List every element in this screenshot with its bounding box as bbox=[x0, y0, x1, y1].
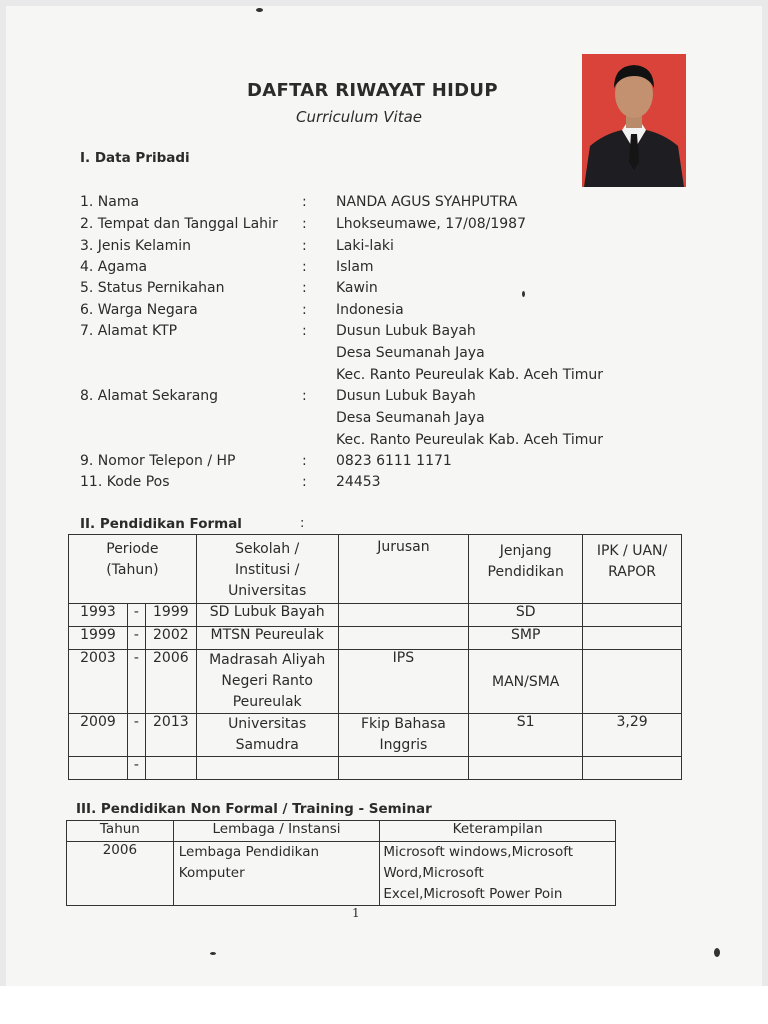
field-value: Desa Seumanah Jaya bbox=[336, 345, 485, 361]
cell-from: 1993 bbox=[69, 604, 128, 627]
field-value: Kawin bbox=[336, 280, 378, 296]
field-value: Dusun Lubuk Bayah bbox=[336, 323, 476, 339]
field-colon: : bbox=[302, 302, 307, 318]
field-label: 1. Nama bbox=[80, 194, 140, 210]
field-value: NANDA AGUS SYAHPUTRA bbox=[336, 194, 518, 210]
header-lembaga: Lembaga / Instansi bbox=[173, 821, 380, 842]
cell-from: 2003 bbox=[69, 650, 128, 714]
header-jurusan: Jurusan bbox=[338, 535, 469, 604]
cell-from bbox=[69, 757, 128, 780]
field-alamat-ktp bbox=[0, 323, 768, 389]
field-value: Indonesia bbox=[336, 302, 404, 318]
header-keterampilan: Keterampilan bbox=[380, 821, 616, 842]
field-value: 0823 6111 1171 bbox=[336, 453, 452, 469]
field-value: Lhokseumawe, 17/08/1987 bbox=[336, 216, 526, 232]
cell-keterampilan: Microsoft windows,Microsoft Word,Microsoft Excel,Microsoft Power Poin bbox=[380, 842, 616, 906]
table-row bbox=[67, 842, 616, 906]
field-value: Islam bbox=[336, 259, 374, 275]
cell-sekolah: MTSN Peureulak bbox=[196, 627, 338, 650]
header-tahun: Tahun bbox=[67, 821, 174, 842]
table-row bbox=[69, 604, 682, 627]
cell-sekolah bbox=[196, 757, 338, 780]
field-value: Laki-laki bbox=[336, 238, 394, 254]
cell-dash: - bbox=[127, 650, 145, 714]
table-row bbox=[69, 650, 682, 714]
scan-speck bbox=[210, 952, 216, 955]
field-colon: : bbox=[302, 474, 307, 490]
cell-jurusan: IPS bbox=[338, 650, 469, 714]
table-row bbox=[69, 757, 682, 780]
cell-to: 1999 bbox=[145, 604, 196, 627]
field-colon: : bbox=[302, 194, 307, 210]
cell-jurusan bbox=[338, 757, 469, 780]
field-value: 24453 bbox=[336, 474, 381, 490]
document-subtitle: Curriculum Vitae bbox=[296, 108, 423, 126]
section-non-formal-heading: III. Pendidikan Non Formal / Training - Seminar bbox=[76, 801, 432, 817]
cell-sekolah: Universitas Samudra bbox=[196, 714, 338, 757]
field-colon: : bbox=[302, 280, 307, 296]
header-sekolah: Sekolah / Institusi / Universitas bbox=[196, 535, 338, 604]
section-pendidikan-formal-heading: II. Pendidikan Formal bbox=[80, 516, 242, 532]
cell-sekolah: Madrasah Aliyah Negeri Ranto Peureulak bbox=[196, 650, 338, 714]
cell-ipk bbox=[583, 757, 682, 780]
cell-jenjang: SMP bbox=[469, 627, 583, 650]
training-table bbox=[66, 820, 616, 906]
field-colon: : bbox=[302, 238, 307, 254]
cell-ipk bbox=[583, 604, 682, 627]
cell-dash: - bbox=[127, 714, 145, 757]
table-row bbox=[69, 714, 682, 757]
cell-jenjang: S1 bbox=[469, 714, 583, 757]
header-periode: Periode (Tahun) bbox=[69, 535, 197, 604]
cell-from: 2009 bbox=[69, 714, 128, 757]
field-value: Kec. Ranto Peureulak Kab. Aceh Timur bbox=[336, 367, 604, 383]
table-row bbox=[69, 627, 682, 650]
field-label: 6. Warga Negara bbox=[80, 302, 198, 318]
document-title: DAFTAR RIWAYAT HIDUP bbox=[247, 80, 498, 101]
field-label: 3. Jenis Kelamin bbox=[80, 238, 192, 254]
field-value: Kec. Ranto Peureulak Kab. Aceh Timur bbox=[336, 432, 604, 448]
cell-jenjang: SD bbox=[469, 604, 583, 627]
header-ipk: IPK / UAN/ RAPOR bbox=[583, 535, 682, 604]
scan-speck bbox=[522, 291, 525, 297]
formal-education-table bbox=[68, 534, 682, 780]
field-colon: : bbox=[302, 259, 307, 275]
cell-lembaga: Lembaga Pendidikan Komputer bbox=[173, 842, 380, 906]
field-colon: : bbox=[302, 453, 307, 469]
scan-speck bbox=[256, 8, 263, 12]
cell-from: 1999 bbox=[69, 627, 128, 650]
field-value: Desa Seumanah Jaya bbox=[336, 410, 485, 426]
header-jenjang: Jenjang Pendidikan bbox=[469, 535, 583, 604]
section-colon: : bbox=[300, 516, 305, 531]
scan-margin bbox=[0, 986, 768, 1024]
cell-ipk bbox=[583, 627, 682, 650]
cell-ipk bbox=[583, 650, 682, 714]
cell-to bbox=[145, 757, 196, 780]
field-label: 8. Alamat Sekarang bbox=[80, 388, 219, 404]
cell-jenjang bbox=[469, 757, 583, 780]
cell-dash: - bbox=[127, 604, 145, 627]
cell-jurusan: Fkip Bahasa Inggris bbox=[338, 714, 469, 757]
profile-photo bbox=[582, 54, 686, 187]
cell-dash: - bbox=[127, 757, 145, 780]
field-label: 9. Nomor Telepon / HP bbox=[80, 453, 236, 469]
cell-to: 2013 bbox=[145, 714, 196, 757]
field-label: 2. Tempat dan Tanggal Lahir bbox=[80, 216, 278, 232]
cell-to: 2006 bbox=[145, 650, 196, 714]
cell-sekolah: SD Lubuk Bayah bbox=[196, 604, 338, 627]
cell-tahun: 2006 bbox=[67, 842, 174, 906]
cell-jurusan bbox=[338, 627, 469, 650]
page-number: 1 bbox=[352, 906, 360, 920]
cell-dash: - bbox=[127, 627, 145, 650]
cell-jenjang: MAN/SMA bbox=[469, 650, 583, 714]
cell-jurusan bbox=[338, 604, 469, 627]
field-colon: : bbox=[302, 388, 307, 404]
field-label: 7. Alamat KTP bbox=[80, 323, 178, 339]
field-label: 11. Kode Pos bbox=[80, 474, 170, 490]
field-alamat-sekarang bbox=[0, 388, 768, 454]
field-colon: : bbox=[302, 323, 307, 339]
field-label: 5. Status Pernikahan bbox=[80, 280, 225, 296]
field-label: 4. Agama bbox=[80, 259, 148, 275]
table-header-row bbox=[67, 821, 616, 842]
table-header-row bbox=[69, 535, 682, 604]
cell-ipk: 3,29 bbox=[583, 714, 682, 757]
field-value: Dusun Lubuk Bayah bbox=[336, 388, 476, 404]
field-colon: : bbox=[302, 216, 307, 232]
scan-speck bbox=[714, 948, 720, 957]
section-data-pribadi-heading: I. Data Pribadi bbox=[80, 150, 190, 166]
cell-to: 2002 bbox=[145, 627, 196, 650]
